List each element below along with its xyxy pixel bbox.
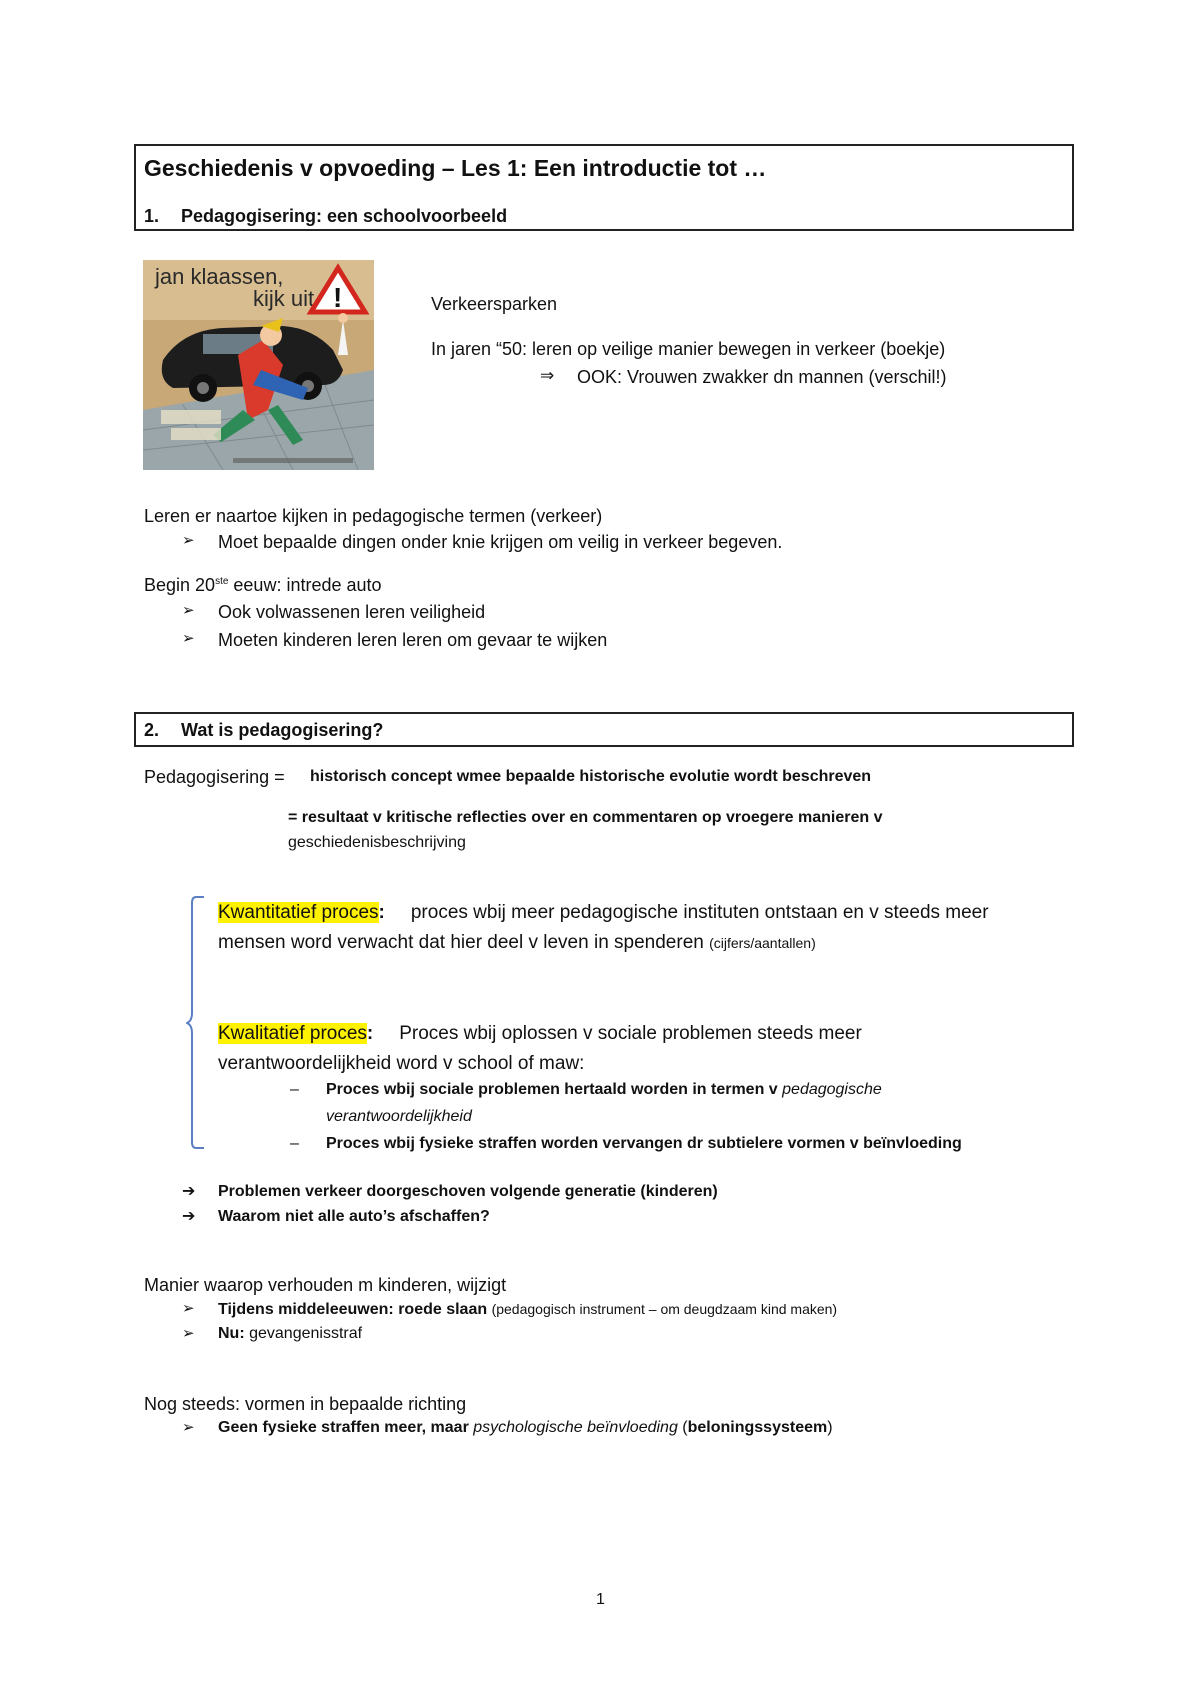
manner-item-2-rest: gevangenisstraf — [244, 1325, 363, 1342]
block2-item-2: Moeten kinderen leren leren om gevaar te wijken — [218, 630, 608, 650]
book-cover-image — [143, 260, 374, 470]
manner-item-1-bold: Tijdens middeleeuwen: roede slaan — [218, 1301, 492, 1318]
kwalitatief-colon: : — [366, 1023, 374, 1044]
definition-label: Pedagogisering = — [144, 767, 285, 787]
dash-icon: – — [290, 1081, 299, 1098]
sub-item-1-italic-2: verantwoordelijkheid — [326, 1108, 472, 1125]
still-item-1-italic: psychologische beïnvloeding — [473, 1419, 678, 1436]
section-1-number: 1. — [144, 206, 160, 226]
block1-item-1: Moet bepaalde dingen onder knie krijgen om veilig in verkeer begeven. — [218, 532, 783, 552]
section-1-title: Pedagogisering: een schoolvoorbeeld — [181, 206, 508, 226]
kwalitatief-label: Kwalitatief proces — [218, 1023, 367, 1044]
verkeersparken-heading: Verkeersparken — [431, 294, 558, 314]
intro-line-2: OOK: Vrouwen zwakker dn mannen (verschil!) — [577, 367, 947, 387]
warning-sign-icon: ! — [333, 282, 343, 313]
sub-item-1 — [326, 1079, 882, 1101]
kwantitatief-text-2: mensen word verwacht dat hier deel v leven in spenderen — [218, 932, 710, 953]
consequence-1: Problemen verkeer doorgeschoven volgende generatie (kinderen) — [218, 1183, 718, 1200]
still-item-1 — [218, 1417, 833, 1439]
block2-item-1: Ook volwassenen leren veiligheid — [218, 602, 486, 622]
bullet-arrow-icon: ➢ — [182, 1325, 195, 1342]
curly-brace-bracket — [186, 895, 210, 1150]
cover-title-line-1: jan klaassen, — [155, 264, 284, 289]
manner-item-2 — [218, 1323, 362, 1345]
definition-2-line-1: = resultaat v kritische reflecties over en commentaren op vroegere manieren v — [288, 809, 883, 826]
bullet-arrow-icon: ➢ — [182, 1300, 195, 1317]
still-item-1-bold: Geen fysieke straffen meer, maar — [218, 1419, 474, 1436]
kwantitatief-text-1: proces wbij meer pedagogische instituten ontstaan en v steeds meer — [410, 902, 989, 923]
still-item-1-end: ) — [827, 1419, 833, 1436]
section-2-number: 2. — [144, 720, 160, 740]
bullet-arrow-icon: ➢ — [182, 532, 195, 549]
bullet-arrow-icon: ➢ — [182, 602, 195, 619]
kwalitatief-line-2: verantwoordelijkheid word v school of maw: — [218, 1053, 585, 1074]
kwantitatief-line-2 — [218, 930, 816, 956]
page-title: Geschiedenis v opvoeding – Les 1: Een introductie tot … — [144, 155, 767, 181]
still-title: Nog steeds: vormen in bepaalde richting — [144, 1394, 467, 1414]
block2-title-pre: Begin 20 — [144, 575, 216, 595]
kwantitatief-colon: : — [378, 902, 385, 923]
block2-title-post: eeuw: intrede auto — [228, 575, 382, 595]
bullet-arrow-icon: ➢ — [182, 630, 195, 647]
page-number: 1 — [596, 1591, 605, 1608]
sub-item-2: Proces wbij fysieke straffen worden vervangen dr subtielere vormen v beïnvloeding — [326, 1135, 962, 1152]
right-arrow-icon: ➔ — [182, 1208, 196, 1225]
manner-item-1 — [218, 1298, 837, 1321]
intro-line-1: In jaren “50: leren op veilige manier bewegen in verkeer (boekje) — [431, 339, 946, 359]
block2-title — [144, 573, 382, 597]
manner-title: Manier waarop verhouden m kinderen, wijzigt — [144, 1275, 507, 1295]
consequence-2: Waarom niet alle auto’s afschaffen? — [218, 1208, 490, 1225]
still-item-1-bold-2: beloningssysteem — [687, 1419, 828, 1436]
implication-arrow-icon: ⇒ — [540, 366, 555, 385]
sub-item-1-text: Proces wbij sociale problemen hertaald worden in termen v — [326, 1081, 783, 1098]
definition-2-line-2: geschiedenisbeschrijving — [288, 834, 466, 851]
right-arrow-icon: ➔ — [182, 1183, 196, 1200]
kwantitatief-line-1 — [218, 900, 989, 926]
kwalitatief-line-1 — [218, 1021, 862, 1047]
cover-title-line-2: kijk uit — [253, 286, 315, 311]
bullet-arrow-icon: ➢ — [182, 1419, 195, 1436]
dash-icon: – — [290, 1135, 299, 1152]
section-2-title: Wat is pedagogisering? — [181, 720, 384, 740]
manner-item-1-note: (pedagogisch instrument – om deugdzaam kind maken) — [491, 1301, 838, 1317]
kwalitatief-text-1: Proces wbij oplossen v sociale problemen steeds meer — [399, 1023, 862, 1044]
kwantitatief-label: Kwantitatief proces — [218, 902, 379, 923]
still-item-1-mid: ( — [677, 1419, 688, 1436]
kwantitatief-note: (cijfers/aantallen) — [709, 935, 816, 951]
manner-item-2-bold: Nu: — [218, 1325, 245, 1342]
block2-title-sup: ste — [215, 576, 229, 587]
sub-item-1-italic-1: pedagogische — [782, 1081, 882, 1098]
definition-1: historisch concept wmee bepaalde historische evolutie wordt beschreven — [310, 768, 872, 785]
book-cover-illustration — [143, 260, 374, 470]
block1-title: Leren er naartoe kijken in pedagogische termen (verkeer) — [144, 506, 603, 526]
